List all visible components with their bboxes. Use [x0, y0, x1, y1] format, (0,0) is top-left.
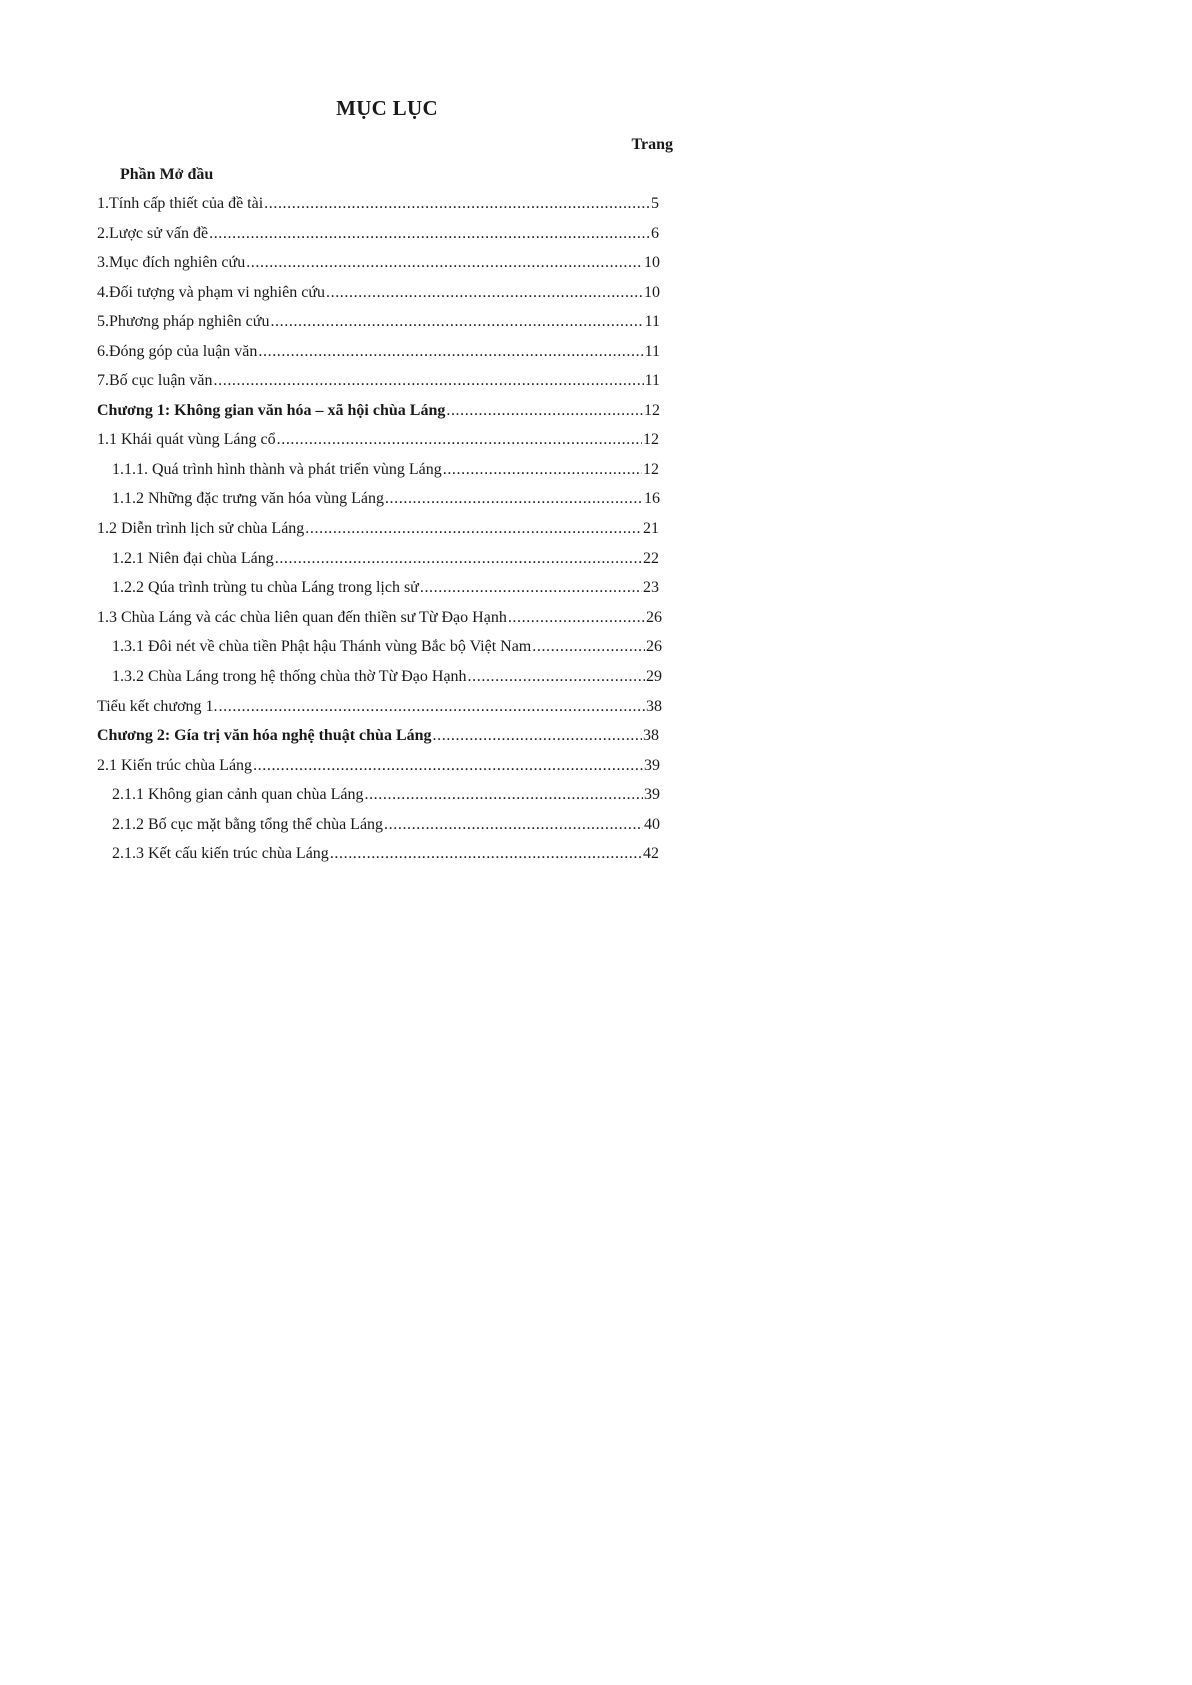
- dot-leader: [508, 607, 645, 629]
- toc-entry-number: 7.: [97, 372, 109, 389]
- toc-entry[interactable]: [112, 814, 660, 836]
- toc-entry-label: 1.2.2 Qúa trình trùng tu chùa Láng trong lịch sử: [112, 579, 419, 596]
- toc-entry-label: 1.3.2 Chùa Láng trong hệ thống chùa thờ Từ Đạo Hạnh: [112, 668, 467, 685]
- toc-entry-label: Phương pháp nghiên cứu: [109, 313, 270, 330]
- toc-entry-label: 2.1.1 Không gian cảnh quan chùa Láng: [112, 786, 364, 803]
- toc-entry[interactable]: [97, 193, 659, 215]
- toc-entry-label: 1.3 Chùa Láng và các chùa liên quan đến thiền sư Từ Đạo Hạnh: [97, 609, 507, 626]
- toc-entry-label: 1.1.2 Những đặc trưng văn hóa vùng Láng: [112, 490, 384, 507]
- dot-leader: [219, 696, 645, 718]
- toc-entry-page: 5: [651, 195, 659, 212]
- toc-entry-page: 23: [643, 579, 659, 596]
- toc-entry-page: 38: [643, 727, 659, 744]
- toc-entry-label: Bố cục luận văn: [109, 372, 213, 389]
- dot-leader: [532, 636, 645, 658]
- toc-entry-page: 22: [643, 550, 659, 567]
- toc-entry-label: 2.1.3 Kết cấu kiến trúc chùa Láng: [112, 845, 329, 862]
- toc-entry-page: 6: [651, 225, 659, 242]
- toc-entry[interactable]: [97, 518, 659, 540]
- toc-entry-number: 3.: [97, 254, 109, 271]
- toc-entry-page: 21: [643, 520, 659, 537]
- toc-entry-page: 10: [644, 254, 660, 271]
- toc-entry-label: 2.1 Kiến trúc chùa Láng: [97, 757, 253, 774]
- toc-entry-number: 6.: [97, 343, 109, 360]
- toc-entry-page: 40: [644, 816, 660, 833]
- toc-entry-label: Phần Mở đầu: [120, 166, 214, 183]
- toc-entry[interactable]: [97, 311, 660, 333]
- dot-leader: [258, 341, 643, 363]
- toc-entry-label: Tiểu kết chương 1.: [97, 698, 218, 715]
- toc-entry-page: 16: [644, 490, 660, 507]
- toc-entry-label: Mục đích nghiên cứu: [109, 254, 246, 271]
- dot-leader: [270, 311, 643, 333]
- toc-entry[interactable]: [112, 636, 662, 658]
- toc-entry-page: 10: [644, 284, 660, 301]
- toc-chapter-entry[interactable]: [97, 725, 659, 747]
- dot-leader: [446, 400, 643, 422]
- toc-entry-page: 26: [646, 609, 662, 626]
- dot-leader: [253, 755, 643, 777]
- toc-entry-label: 1.3.1 Đôi nét về chùa tiền Phật hậu Thánh vùng Bắc bộ Việt Nam: [112, 638, 532, 655]
- toc-chapter-entry[interactable]: [97, 400, 660, 422]
- toc-entry-label: 1.2 Diễn trình lịch sử chùa Láng: [97, 520, 305, 537]
- dot-leader: [384, 814, 643, 836]
- toc-entry-page: 38: [646, 698, 662, 715]
- toc-entry-label: 1.1.1. Quá trình hình thành và phát triển vùng Láng: [112, 461, 442, 478]
- toc-entry[interactable]: [97, 370, 660, 392]
- toc-entry-label: Lược sử vấn đề: [109, 225, 209, 242]
- toc-entry-page: 12: [643, 461, 659, 478]
- dot-leader: [305, 518, 642, 540]
- toc-entry-label: Đóng góp của luận văn: [109, 343, 258, 360]
- toc-entry-number: 4.: [97, 284, 109, 301]
- toc-entry[interactable]: [112, 459, 659, 481]
- toc-entry-number: 2.: [97, 225, 109, 242]
- toc-entry[interactable]: [97, 282, 660, 304]
- toc-entry[interactable]: [97, 252, 660, 274]
- dot-leader: [246, 252, 643, 274]
- toc-entry[interactable]: [112, 488, 660, 510]
- toc-entry[interactable]: [97, 223, 659, 245]
- toc-entry-page: 29: [646, 668, 662, 685]
- dot-leader: [420, 577, 642, 599]
- toc-entry[interactable]: [97, 696, 662, 718]
- toc-entry-label: Chương 2: Gía trị văn hóa nghệ thuật chùa Láng: [97, 727, 432, 744]
- toc-entry[interactable]: [112, 548, 659, 570]
- toc-entry-page: 11: [644, 343, 660, 360]
- toc-entry[interactable]: [97, 341, 660, 363]
- toc-entry-number: 5.: [97, 313, 109, 330]
- toc-entry[interactable]: [97, 429, 659, 451]
- toc-entry-page: 11: [644, 313, 660, 330]
- toc-entry-page: 42: [643, 845, 659, 862]
- toc-entry-page: 26: [646, 638, 662, 655]
- toc-entry-label: Chương 1: Không gian văn hóa – xã hội chùa Láng: [97, 402, 446, 419]
- toc-entry-page: 12: [644, 402, 660, 419]
- toc-entry[interactable]: [97, 607, 662, 629]
- dot-leader: [277, 429, 642, 451]
- toc-entry-label: Tính cấp thiết của đề tài: [109, 195, 264, 212]
- toc-entry-label: Đối tượng và phạm vi nghiên cứu: [109, 284, 325, 301]
- page-column-label: Trang: [631, 136, 673, 153]
- toc-entry[interactable]: [97, 755, 660, 777]
- dot-leader: [433, 725, 642, 747]
- toc-entry[interactable]: [112, 577, 659, 599]
- dot-leader: [214, 370, 644, 392]
- toc-entry[interactable]: [112, 784, 660, 806]
- toc-entry-label: 1.2.1 Niên đại chùa Láng: [112, 550, 274, 567]
- dot-leader: [385, 488, 643, 510]
- toc-entry-page: 39: [644, 786, 660, 803]
- dot-leader: [264, 193, 650, 215]
- toc-intro-heading: [120, 164, 213, 186]
- dot-leader: [364, 784, 643, 806]
- dot-leader: [275, 548, 642, 570]
- toc-entry-page: 39: [644, 757, 660, 774]
- dot-leader: [468, 666, 645, 688]
- toc-entry[interactable]: [112, 843, 659, 865]
- dot-leader: [326, 282, 643, 304]
- page-title: MỤC LỤC: [336, 96, 438, 120]
- toc-entry[interactable]: [112, 666, 662, 688]
- toc-entry-label: 2.1.2 Bố cục mặt bằng tổng thể chùa Láng: [112, 816, 384, 833]
- dot-leader: [443, 459, 642, 481]
- toc-entry-number: 1.: [97, 195, 109, 212]
- toc-entry-label: 1.1 Khái quát vùng Láng cổ: [97, 431, 276, 448]
- dot-leader: [330, 843, 642, 865]
- dot-leader: [209, 223, 650, 245]
- toc-entry-page: 12: [643, 431, 659, 448]
- toc-entry-page: 11: [644, 372, 660, 389]
